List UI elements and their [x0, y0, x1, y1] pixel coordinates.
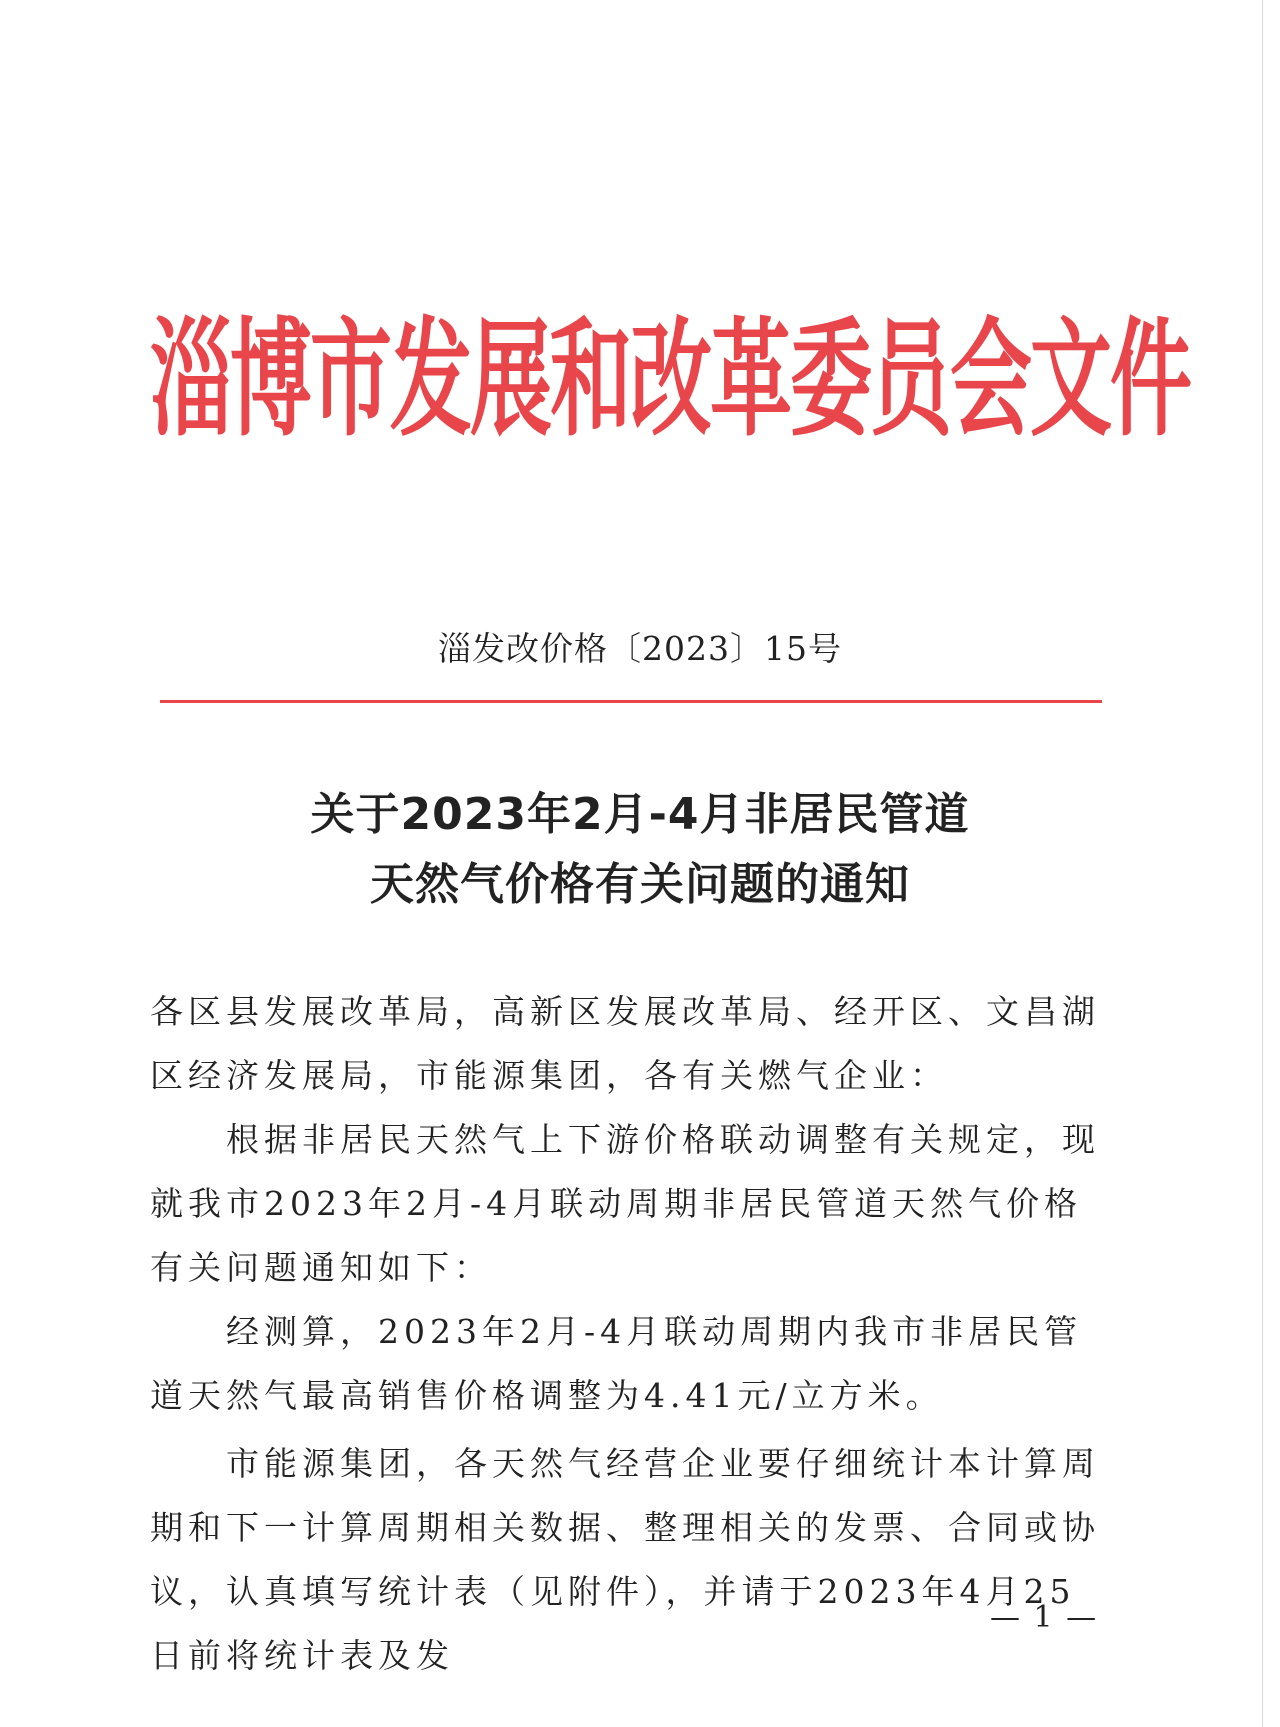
masthead-title: 淄博市发展和改革委员会文件 [150, 307, 1191, 455]
notice-title-line-2: 天然气价格有关问题的通知 [370, 859, 910, 910]
body-paragraph-1: 根据非居民天然气上下游价格联动调整有关规定，现就我市2023年2月-4月联动周期非居民管道天然气价格有关问题通知如下： [150, 1120, 1100, 1287]
body-paragraph-3: 市能源集团，各天然气经营企业要仔细统计本计算周期和下一计算周期相关数据、整理相关的发票、合同或协议，认真填写统计表（见附件），并请于2023年4月25日前将统计表及发 [150, 1444, 1100, 1675]
red-separator-rule [160, 700, 1102, 703]
document-number: 淄发改价格〔2023〕15号 [438, 629, 842, 668]
salutation-paragraph: 各区县发展改革局，高新区发展改革局、经开区、文昌湖区经济发展局，市能源集团，各有关燃气企业： [150, 992, 1100, 1095]
body-paragraph-2: 经测算，2023年2月-4月联动周期内我市非居民管道天然气最高销售价格调整为4.41元/立方米。 [150, 1312, 1083, 1415]
page-number: — 1 — [990, 1600, 1099, 1635]
notice-title-line-1: 关于2023年2月-4月非居民管道 [310, 789, 970, 840]
